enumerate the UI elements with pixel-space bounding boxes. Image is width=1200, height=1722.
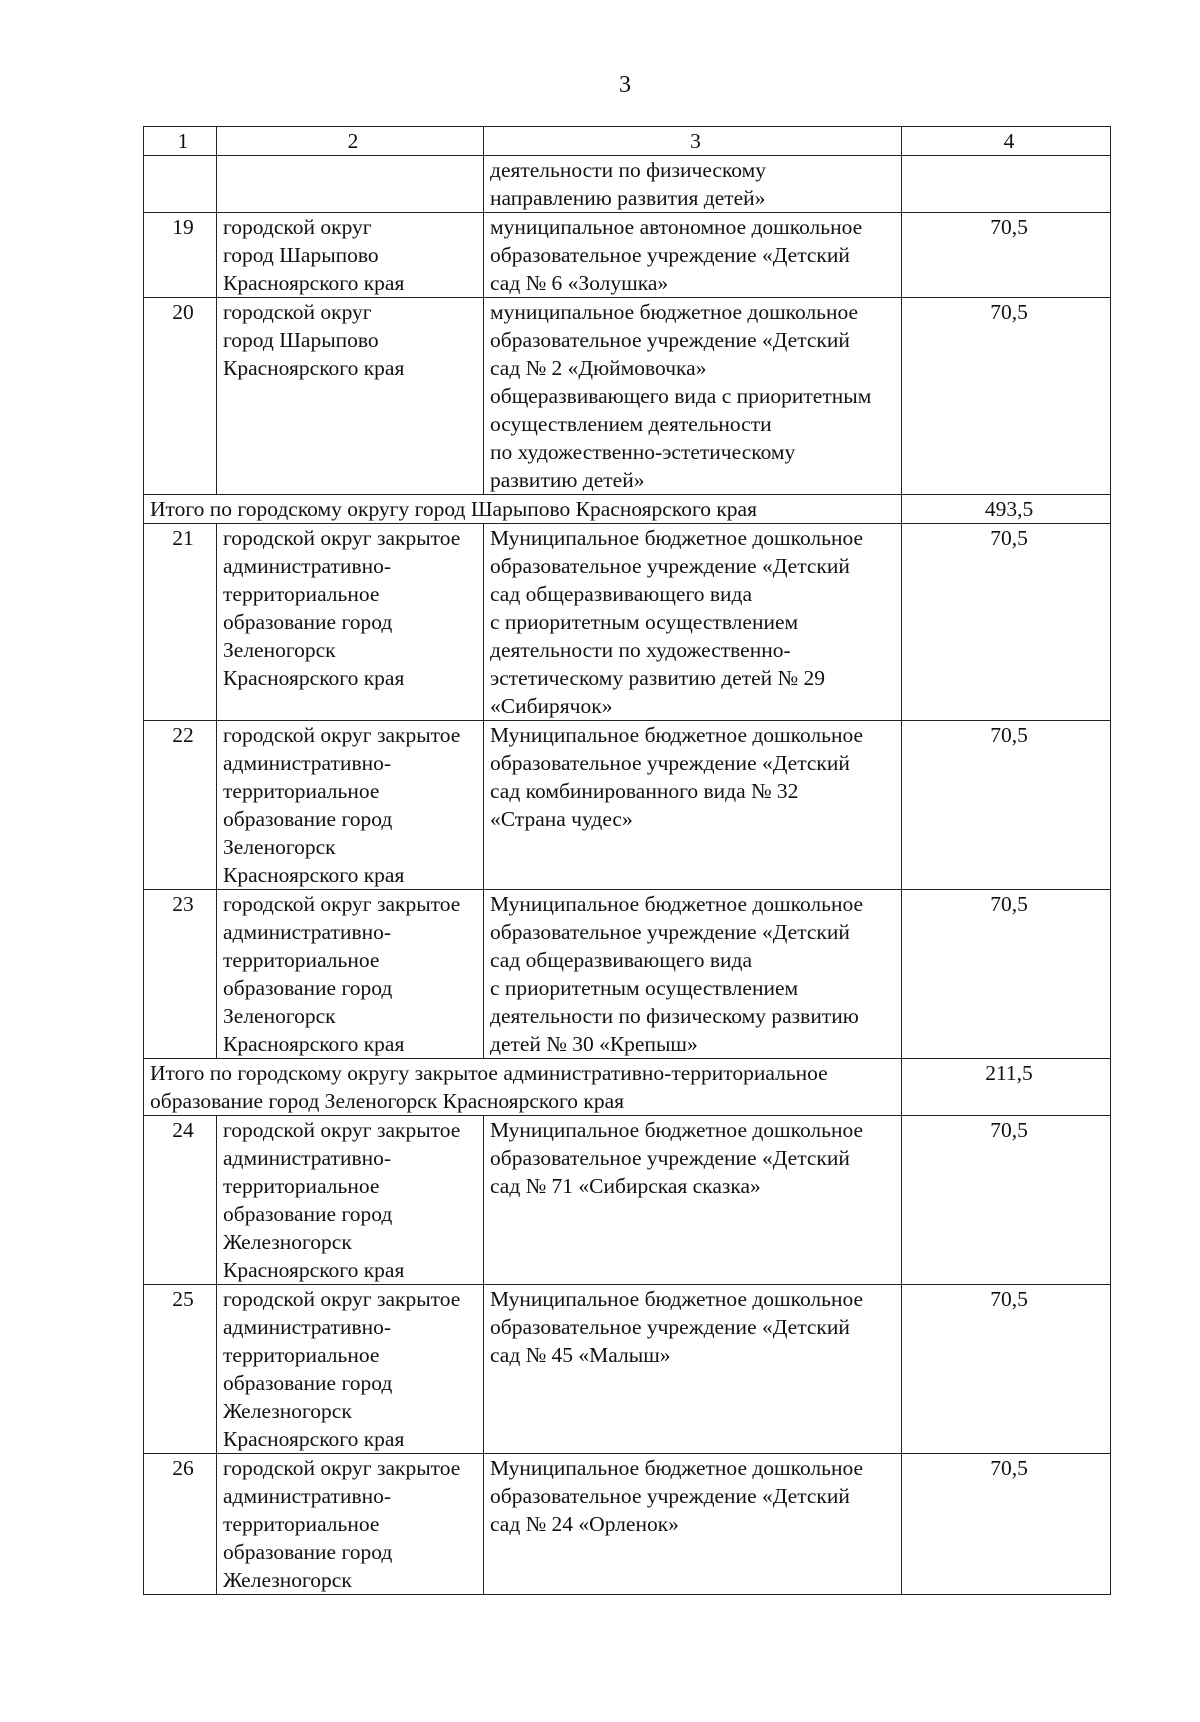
district-line: Зеленогорск [223, 638, 336, 662]
district-line: городской округ [223, 300, 372, 324]
district-line: Красноярского края [223, 1427, 405, 1451]
district-line: образование город [223, 807, 393, 831]
institution-line: развитию детей» [490, 468, 645, 492]
subtotal-value: 211,5 [902, 1059, 1111, 1116]
district-line: Красноярского края [223, 356, 405, 380]
institution-line: образовательное учреждение «Детский [490, 328, 850, 352]
institution-line: осуществлением деятельности [490, 412, 772, 436]
amount-value: 70,5 [902, 721, 1111, 890]
institution-line: с приоритетным осуществлением [490, 610, 799, 634]
institution-line: «Страна чудес» [490, 807, 633, 831]
district-cell [217, 1454, 484, 1595]
row-number: 21 [144, 524, 217, 721]
institution-line: муниципальное автономное дошкольное [490, 215, 863, 239]
row-number: 25 [144, 1285, 217, 1454]
institution-line: деятельности по художественно- [490, 638, 791, 662]
district-line: город Шарыпово [223, 328, 379, 352]
district-line: образование город [223, 1540, 393, 1564]
district-cell [217, 298, 484, 495]
district-cell [217, 1116, 484, 1285]
institution-line: «Сибирячок» [490, 694, 613, 718]
institution-line: сад комбинированного вида № 32 [490, 779, 799, 803]
district-line: Красноярского края [223, 863, 405, 887]
institution-line: сад № 71 «Сибирская сказка» [490, 1174, 761, 1198]
district-line: городской округ закрытое [223, 526, 461, 550]
district-line: Красноярского края [223, 271, 405, 295]
institution-line: образовательное учреждение «Детский [490, 554, 850, 578]
district-line: городской округ закрытое [223, 1118, 461, 1142]
institution-line: муниципальное бюджетное дошкольное [490, 300, 859, 324]
amount-value: 70,5 [902, 1285, 1111, 1454]
institution-cell [484, 213, 902, 298]
district-line: административно- [223, 1484, 392, 1508]
amount-value: 70,5 [902, 213, 1111, 298]
institution-line: направлению развития детей» [490, 186, 766, 210]
institution-line: сад № 45 «Малыш» [490, 1343, 671, 1367]
institution-line: по художественно-эстетическому [490, 440, 796, 464]
table-row [144, 890, 1111, 1059]
institution-line: образовательное учреждение «Детский [490, 751, 850, 775]
table-body [144, 127, 1111, 1595]
subtotal-label [144, 1059, 902, 1116]
institution-line: сад № 6 «Золушка» [490, 271, 669, 295]
table-row [144, 1285, 1111, 1454]
institution-line: Муниципальное бюджетное дошкольное [490, 723, 864, 747]
subtotal-row [144, 495, 1111, 524]
institution-line: общеразвивающего вида с приоритетным [490, 384, 872, 408]
district-line: Красноярского края [223, 1258, 405, 1282]
amount-value: 70,5 [902, 524, 1111, 721]
district-line: Красноярского края [223, 666, 405, 690]
district-line: административно- [223, 1146, 392, 1170]
district-line: Железногорск [223, 1399, 352, 1423]
institution-cell [484, 721, 902, 890]
row-number: 19 [144, 213, 217, 298]
district-line: территориальное [223, 1343, 380, 1367]
page-number: 3 [619, 72, 631, 98]
district-cell [217, 721, 484, 890]
district-line: территориальное [223, 582, 380, 606]
district-line: территориальное [223, 1174, 380, 1198]
institution-line: деятельности по физическому [490, 158, 767, 182]
institution-line: Муниципальное бюджетное дошкольное [490, 526, 864, 550]
institution-cell [484, 890, 902, 1059]
institution-cell [484, 1116, 902, 1285]
header-cell-3: 3 [484, 127, 902, 156]
amount-value: 70,5 [902, 298, 1111, 495]
institution-line: образовательное учреждение «Детский [490, 243, 850, 267]
row-number: 26 [144, 1454, 217, 1595]
district-cell [217, 1285, 484, 1454]
institution-line: с приоритетным осуществлением [490, 976, 799, 1000]
table-row [144, 1454, 1111, 1595]
amount-value: 70,5 [902, 1454, 1111, 1595]
row-number [144, 156, 217, 213]
district-line: город Шарыпово [223, 243, 379, 267]
institution-line: Муниципальное бюджетное дошкольное [490, 1456, 864, 1480]
district-line: образование город [223, 976, 393, 1000]
header-cell-2: 2 [217, 127, 484, 156]
row-number: 24 [144, 1116, 217, 1285]
institution-line: образовательное учреждение «Детский [490, 920, 850, 944]
district-line: Железногорск [223, 1568, 352, 1592]
institution-cell [484, 524, 902, 721]
table-row [144, 298, 1111, 495]
subtotal-value: 493,5 [902, 495, 1111, 524]
district-line: территориальное [223, 1512, 380, 1536]
institution-line: образовательное учреждение «Детский [490, 1484, 850, 1508]
district-cell [217, 156, 484, 213]
institution-line: эстетическому развитию детей № 29 [490, 666, 825, 690]
district-line: Железногорск [223, 1230, 352, 1254]
amount-value [902, 156, 1111, 213]
table-row [144, 1116, 1111, 1285]
district-line: городской округ закрытое [223, 723, 461, 747]
header-row [144, 127, 1111, 156]
district-line: Зеленогорск [223, 835, 336, 859]
district-line: территориальное [223, 779, 380, 803]
table-row [144, 213, 1111, 298]
district-line: Красноярского края [223, 1032, 405, 1056]
district-line: городской округ закрытое [223, 892, 461, 916]
row-number: 22 [144, 721, 217, 890]
amount-value: 70,5 [902, 890, 1111, 1059]
institution-line: образовательное учреждение «Детский [490, 1146, 850, 1170]
district-line: административно- [223, 1315, 392, 1339]
district-cell [217, 524, 484, 721]
district-line: административно- [223, 751, 392, 775]
institution-line: Муниципальное бюджетное дошкольное [490, 1287, 864, 1311]
subtotal-label-line: Итого по городскому округу закрытое административно-территориальное [150, 1061, 828, 1085]
institution-line: детей № 30 «Крепыш» [490, 1032, 698, 1056]
subtotal-row [144, 1059, 1111, 1116]
district-line: административно- [223, 554, 392, 578]
district-line: образование город [223, 1202, 393, 1226]
district-line: административно- [223, 920, 392, 944]
district-line: городской округ [223, 215, 372, 239]
district-line: городской округ закрытое [223, 1287, 461, 1311]
table-row [144, 156, 1111, 213]
row-number: 20 [144, 298, 217, 495]
institution-cell [484, 1285, 902, 1454]
institution-cell [484, 298, 902, 495]
district-line: территориальное [223, 948, 380, 972]
institution-cell [484, 1454, 902, 1595]
header-cell-4: 4 [902, 127, 1111, 156]
header-cell-1: 1 [144, 127, 217, 156]
table-row [144, 721, 1111, 890]
subtotal-label-line: Итого по городскому округу город Шарыпово Красноярского края [150, 497, 757, 521]
district-cell [217, 890, 484, 1059]
district-line: Зеленогорск [223, 1004, 336, 1028]
institution-line: деятельности по физическому развитию [490, 1004, 859, 1028]
row-number: 23 [144, 890, 217, 1059]
district-line: городской округ закрытое [223, 1456, 461, 1480]
institution-line: сад общеразвивающего вида [490, 582, 753, 606]
amount-value: 70,5 [902, 1116, 1111, 1285]
institution-line: сад № 24 «Орленок» [490, 1512, 679, 1536]
allocation-table [143, 126, 1111, 1595]
subtotal-label-line: образование город Зеленогорск Красноярского края [150, 1089, 624, 1113]
institution-line: образовательное учреждение «Детский [490, 1315, 850, 1339]
institution-line: сад № 2 «Дюймовочка» [490, 356, 707, 380]
district-cell [217, 213, 484, 298]
subtotal-label [144, 495, 902, 524]
district-line: образование город [223, 610, 393, 634]
institution-cell [484, 156, 902, 213]
institution-line: сад общеразвивающего вида [490, 948, 753, 972]
table-row [144, 524, 1111, 721]
institution-line: Муниципальное бюджетное дошкольное [490, 892, 864, 916]
institution-line: Муниципальное бюджетное дошкольное [490, 1118, 864, 1142]
district-line: образование город [223, 1371, 393, 1395]
